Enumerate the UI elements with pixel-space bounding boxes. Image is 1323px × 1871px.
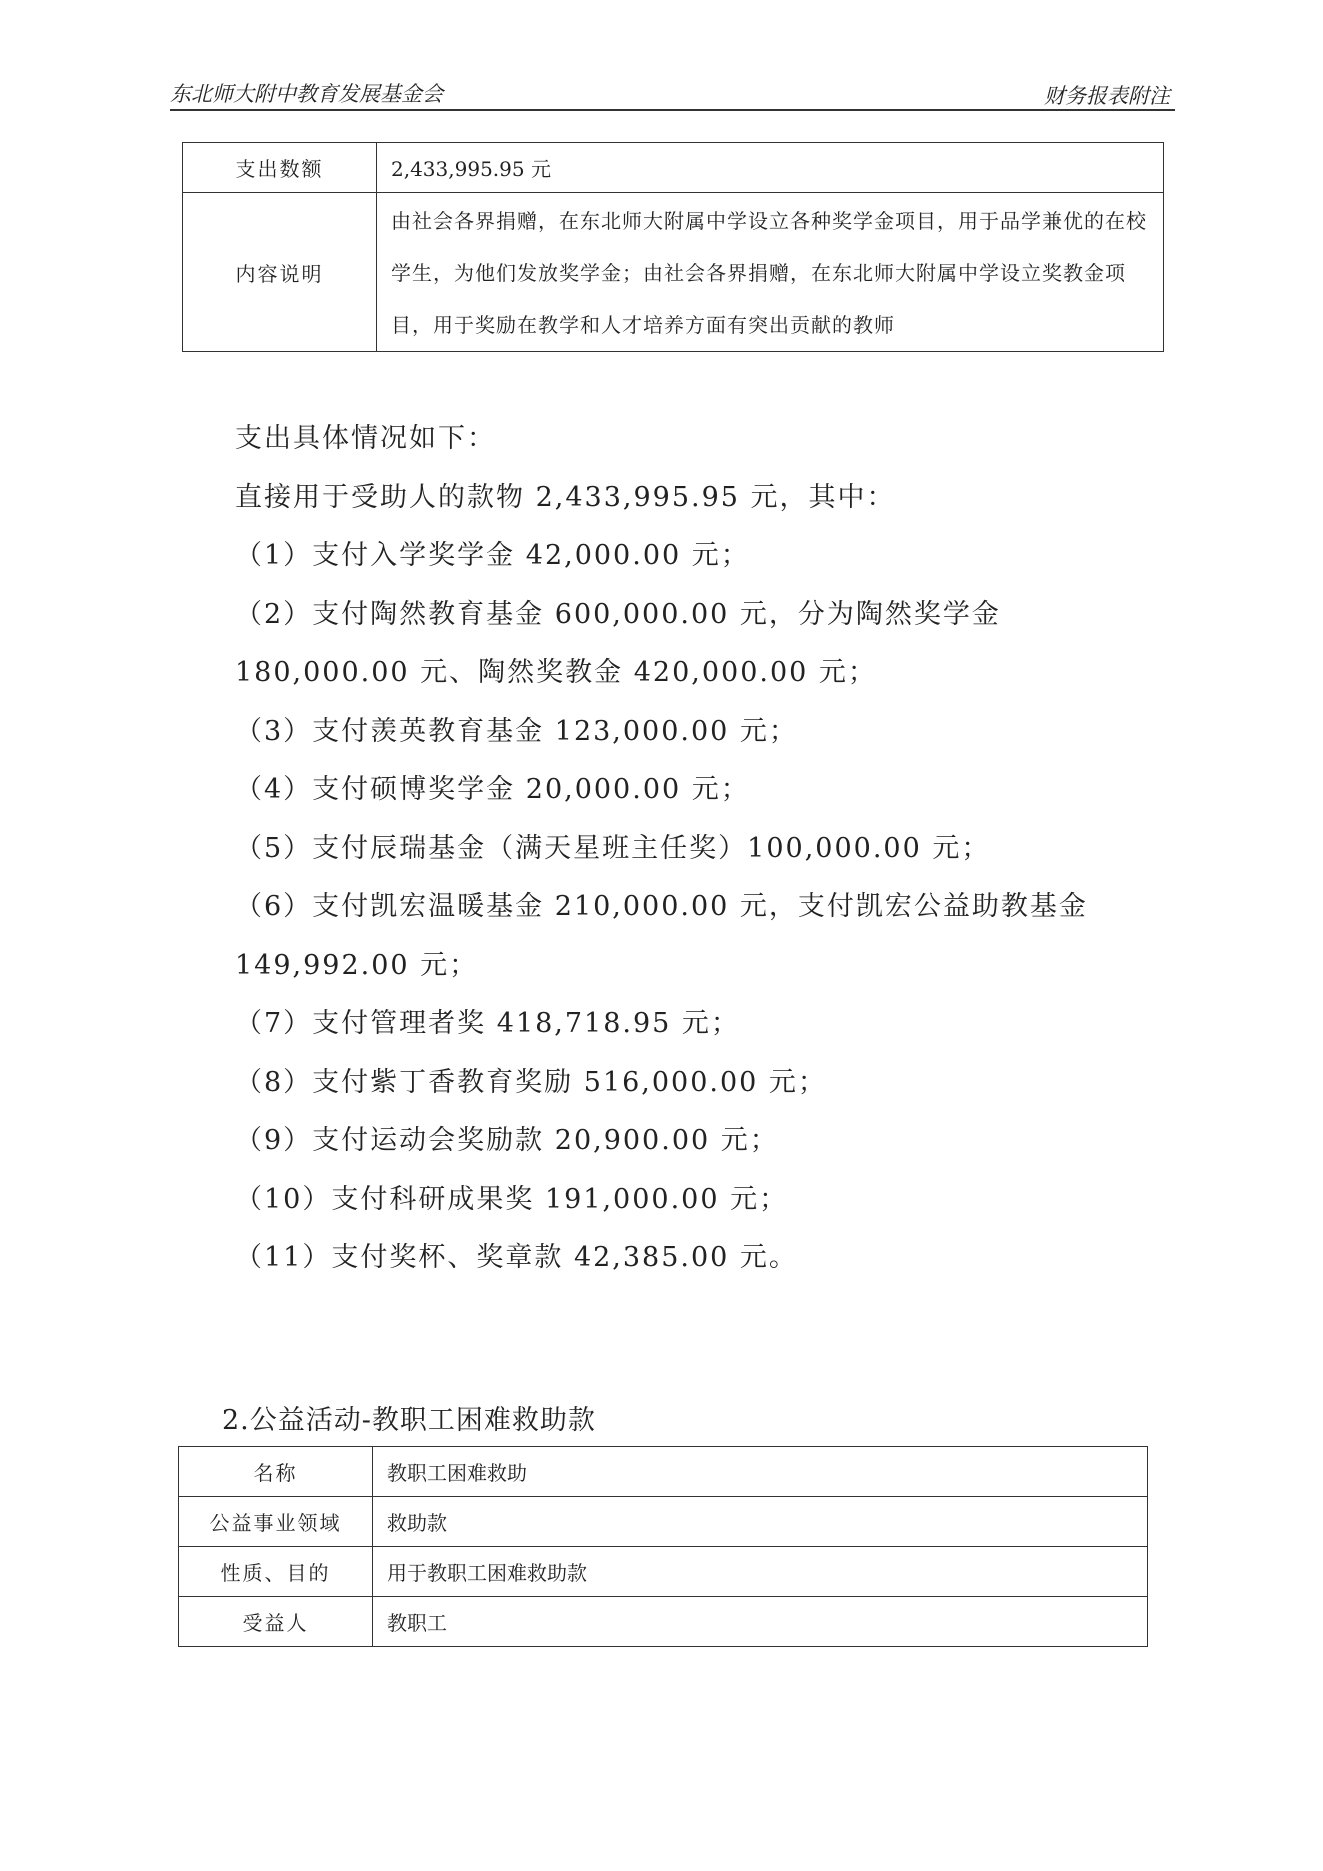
section-2-title: 2.公益活动-教职工困难救助款 (222, 1405, 596, 1436)
detail-item-10: （10）支付科研成果奖 191,000.00 元； (235, 1183, 789, 1215)
beneficiary-label: 受益人 (179, 1597, 373, 1647)
page-header (170, 72, 1170, 108)
header-report-name: 财务报表附注 (1044, 84, 1170, 108)
name-value: 教职工困难救助 (373, 1447, 1148, 1497)
detail-item-7: （7）支付管理者奖 418,718.95 元； (235, 1008, 740, 1039)
detail-item-3: （3）支付羡英教育基金 123,000.00 元； (235, 715, 798, 747)
field-label: 公益事业领域 (179, 1497, 373, 1547)
name-label: 名称 (179, 1447, 373, 1497)
field-value: 救助款 (373, 1497, 1148, 1547)
detail-item-11: （11）支付奖杯、奖章款 42,385.00 元。 (235, 1242, 798, 1273)
table-row (179, 1597, 1148, 1647)
expense-table (182, 142, 1164, 352)
detail-item-1: （1）支付入学奖学金 42,000.00 元； (235, 540, 750, 571)
table-row (183, 143, 1164, 193)
detail-item-2: （2）支付陶然教育基金 600,000.00 元，分为陶然奖学金 180,000.00 元、陶然奖教金 420,000.00 元； (235, 598, 1001, 688)
expense-details (170, 410, 1170, 1288)
detail-item-5: （5）支付辰瑞基金（满天星班主任奖）100,000.00 元； (235, 832, 991, 864)
relief-activity-table (178, 1446, 1148, 1647)
header-org-name: 东北师大附中教育发展基金会 (170, 82, 443, 106)
table-row (179, 1547, 1148, 1597)
table-row (179, 1447, 1148, 1497)
content-description-value: 由社会各界捐赠，在东北师大附属中学设立各种奖学金项目，用于品学兼优的在校学生，为他们发放奖学金；由社会各界捐赠，在东北师大附属中学设立奖教金项目，用于奖励在教学和人才培养方面有突出贡献的教师 (377, 193, 1164, 352)
header-divider (170, 109, 1175, 111)
details-summary: 直接用于受助人的款物 2,433,995.95 元，其中： (235, 481, 896, 513)
table-row (183, 193, 1164, 352)
details-intro: 支出具体情况如下： (235, 423, 496, 454)
purpose-label: 性质、目的 (179, 1547, 373, 1597)
detail-item-8: （8）支付紫丁香教育奖励 516,000.00 元； (235, 1066, 827, 1098)
detail-item-9: （9）支付运动会奖励款 20,900.00 元； (235, 1125, 779, 1156)
content-description-label: 内容说明 (183, 193, 377, 352)
expense-amount-value: 2,433,995.95 元 (377, 143, 1164, 193)
detail-item-4: （4）支付硕博奖学金 20,000.00 元； (235, 774, 750, 805)
beneficiary-value: 教职工 (373, 1597, 1148, 1647)
detail-item-6: （6）支付凯宏温暖基金 210,000.00 元，支付凯宏公益助教基金 149,992.00 元； (235, 891, 1088, 981)
purpose-value: 用于教职工困难救助款 (373, 1547, 1148, 1597)
table-row (179, 1497, 1148, 1547)
expense-amount-label: 支出数额 (183, 143, 377, 193)
